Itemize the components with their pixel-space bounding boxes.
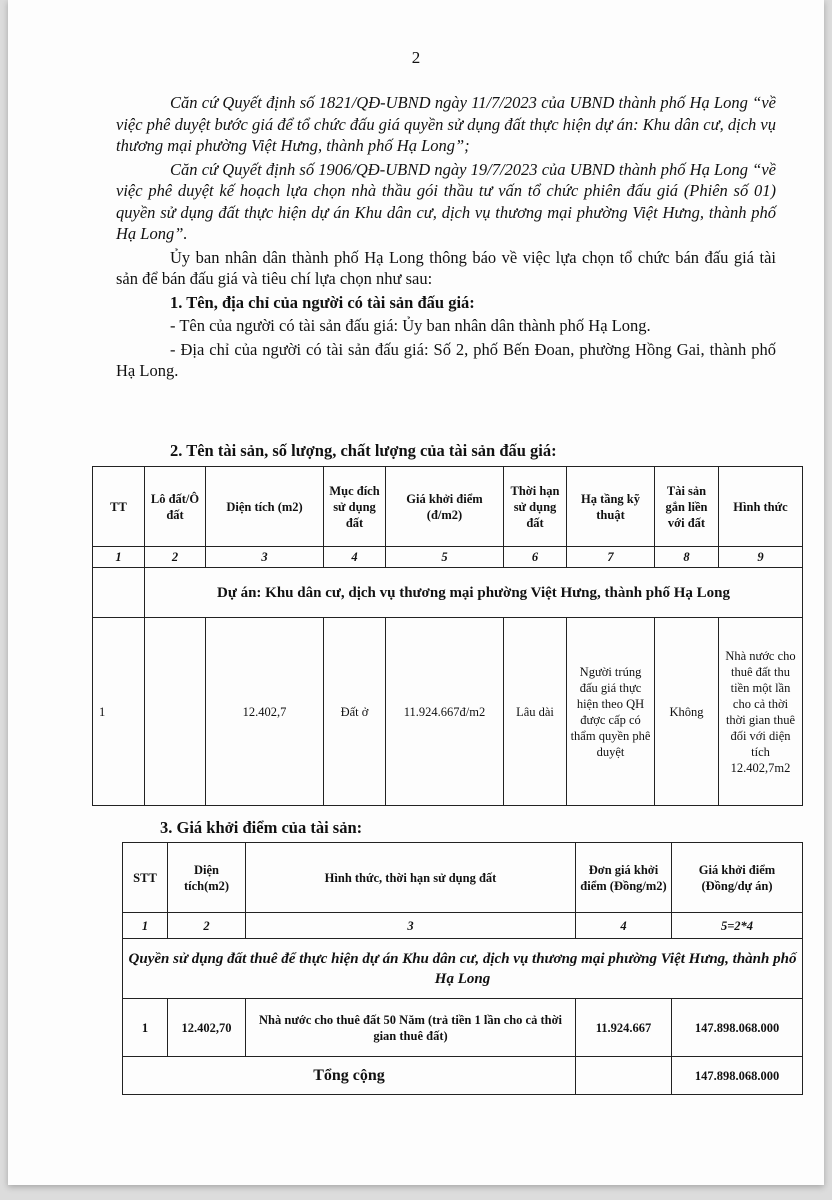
- project-title: Quyền sử dụng đất thuê để thực hiện dự án Khu dân cư, dịch vụ thương mại phường Việt Hưng, thành phố Hạ Long: [123, 939, 803, 999]
- document-body: [116, 92, 776, 382]
- empty-cell: [93, 568, 145, 618]
- section2-heading: 2. Tên tài sản, số lượng, chất lượng của tài sản đấu giá:: [170, 441, 557, 460]
- price-table-number-row: [123, 913, 803, 939]
- price-table: [122, 842, 803, 1095]
- row-area: 12.402,7: [206, 618, 324, 806]
- header-cell: Giá khởi điểm (đ/m2): [386, 467, 504, 547]
- header-cell: Lô đất/Ô đất: [145, 467, 206, 547]
- row-stt: 1: [123, 999, 168, 1057]
- row-lot: [145, 618, 206, 806]
- row-term: Lâu dài: [504, 618, 567, 806]
- paragraph-announcement: Ủy ban nhân dân thành phố Hạ Long thông báo về việc lựa chọn tổ chức bán đấu giá tài sản để bán đấu giá và tiêu chí lựa chọn như sau:: [116, 247, 776, 288]
- row-start-price: 147.898.068.000: [672, 999, 803, 1057]
- section1-owner-name: - Tên của người có tài sản đấu giá: Ủy ban nhân dân thành phố Hạ Long.: [170, 316, 651, 335]
- row-unit-price: 11.924.667: [576, 999, 672, 1057]
- number-cell: 4: [324, 547, 386, 568]
- number-cell: 3: [246, 913, 576, 939]
- number-cell: 9: [719, 547, 803, 568]
- number-cell: 1: [93, 547, 145, 568]
- header-cell: Thời hạn sử dụng đất: [504, 467, 567, 547]
- header-cell: STT: [123, 843, 168, 913]
- section1-owner-address: - Địa chỉ của người có tài sản đấu giá: Số 2, phố Bến Đoan, phường Hồng Gai, thành phố Hạ Long.: [116, 339, 776, 380]
- number-cell: 1: [123, 913, 168, 939]
- header-cell: Hình thức: [719, 467, 803, 547]
- number-cell: 2: [168, 913, 246, 939]
- document-page: [8, 0, 824, 1185]
- asset-table-number-row: [93, 547, 803, 568]
- number-cell: 4: [576, 913, 672, 939]
- paragraph-decision-1906: Căn cứ Quyết định số 1906/QĐ-UBND ngày 19/7/2023 của UBND thành phố Hạ Long “về việc phê duyệt kế hoạch lựa chọn nhà thầu gói thầu tư vấn tổ chức phiên đấu giá (Phiên số 01) quyền sử dụng đất thực hiện dự án Khu dân cư, dịch vụ thương mại phường Việt Hưng, thành phố Hạ Long”.: [116, 159, 776, 243]
- header-cell: Mục đích sử dụng đất: [324, 467, 386, 547]
- paragraph-decision-1821: Căn cứ Quyết định số 1821/QĐ-UBND ngày 11/7/2023 của UBND thành phố Hạ Long “về việc phê duyệt bước giá để tổ chức đấu giá quyền sử dụng đất thực hiện dự án: Khu dân cư, dịch vụ thương mại phường Việt Hưng, thành phố Hạ Long”;: [116, 93, 776, 155]
- header-cell: TT: [93, 467, 145, 547]
- price-table-header-row: [123, 843, 803, 913]
- page-number: 2: [411, 48, 421, 67]
- row-tt: 1: [93, 618, 145, 806]
- number-cell: 8: [655, 547, 719, 568]
- table-row: [93, 618, 803, 806]
- row-form: Nhà nước cho thuê đất 50 Năm (trả tiền 1 lần cho cả thời gian thuê đất): [246, 999, 576, 1057]
- number-cell: 7: [567, 547, 655, 568]
- number-cell: 6: [504, 547, 567, 568]
- row-purpose: Đất ở: [324, 618, 386, 806]
- row-infrastructure: Người trúng đấu giá thực hiện theo QH được cấp có thẩm quyền phê duyệt: [567, 618, 655, 806]
- empty-cell: [576, 1057, 672, 1095]
- number-cell: 5=2*4: [672, 913, 803, 939]
- price-table-project-row: [123, 939, 803, 999]
- table-row: [123, 999, 803, 1057]
- asset-table-header-row: [93, 467, 803, 547]
- number-cell: 3: [206, 547, 324, 568]
- project-title: Dự án: Khu dân cư, dịch vụ thương mại phường Việt Hưng, thành phố Hạ Long: [145, 568, 803, 618]
- asset-table: [92, 466, 803, 806]
- header-cell: Đơn giá khởi điểm (Đồng/m2): [576, 843, 672, 913]
- number-cell: 5: [386, 547, 504, 568]
- section3-heading: 3. Giá khởi điểm của tài sản:: [160, 818, 363, 837]
- row-attached-assets: Không: [655, 618, 719, 806]
- header-cell: Giá khởi điểm (Đồng/dự án): [672, 843, 803, 913]
- header-cell: Hình thức, thời hạn sử dụng đất: [246, 843, 576, 913]
- row-start-price: 11.924.667đ/m2: [386, 618, 504, 806]
- header-cell: Tài sản gắn liền với đất: [655, 467, 719, 547]
- total-value: 147.898.068.000: [672, 1057, 803, 1095]
- number-cell: 2: [145, 547, 206, 568]
- row-form: Nhà nước cho thuê đất thu tiền một lần cho cả thời thời gian thuê đối với diện tích 12.402,7m2: [719, 618, 803, 806]
- header-cell: Hạ tầng kỹ thuật: [567, 467, 655, 547]
- total-label: Tổng cộng: [123, 1057, 576, 1095]
- price-table-total-row: [123, 1057, 803, 1095]
- header-cell: Diện tích(m2): [168, 843, 246, 913]
- asset-table-project-row: [93, 568, 803, 618]
- row-area: 12.402,70: [168, 999, 246, 1057]
- section1-heading: 1. Tên, địa chỉ của người có tài sản đấu giá:: [170, 292, 475, 312]
- header-cell: Diện tích (m2): [206, 467, 324, 547]
